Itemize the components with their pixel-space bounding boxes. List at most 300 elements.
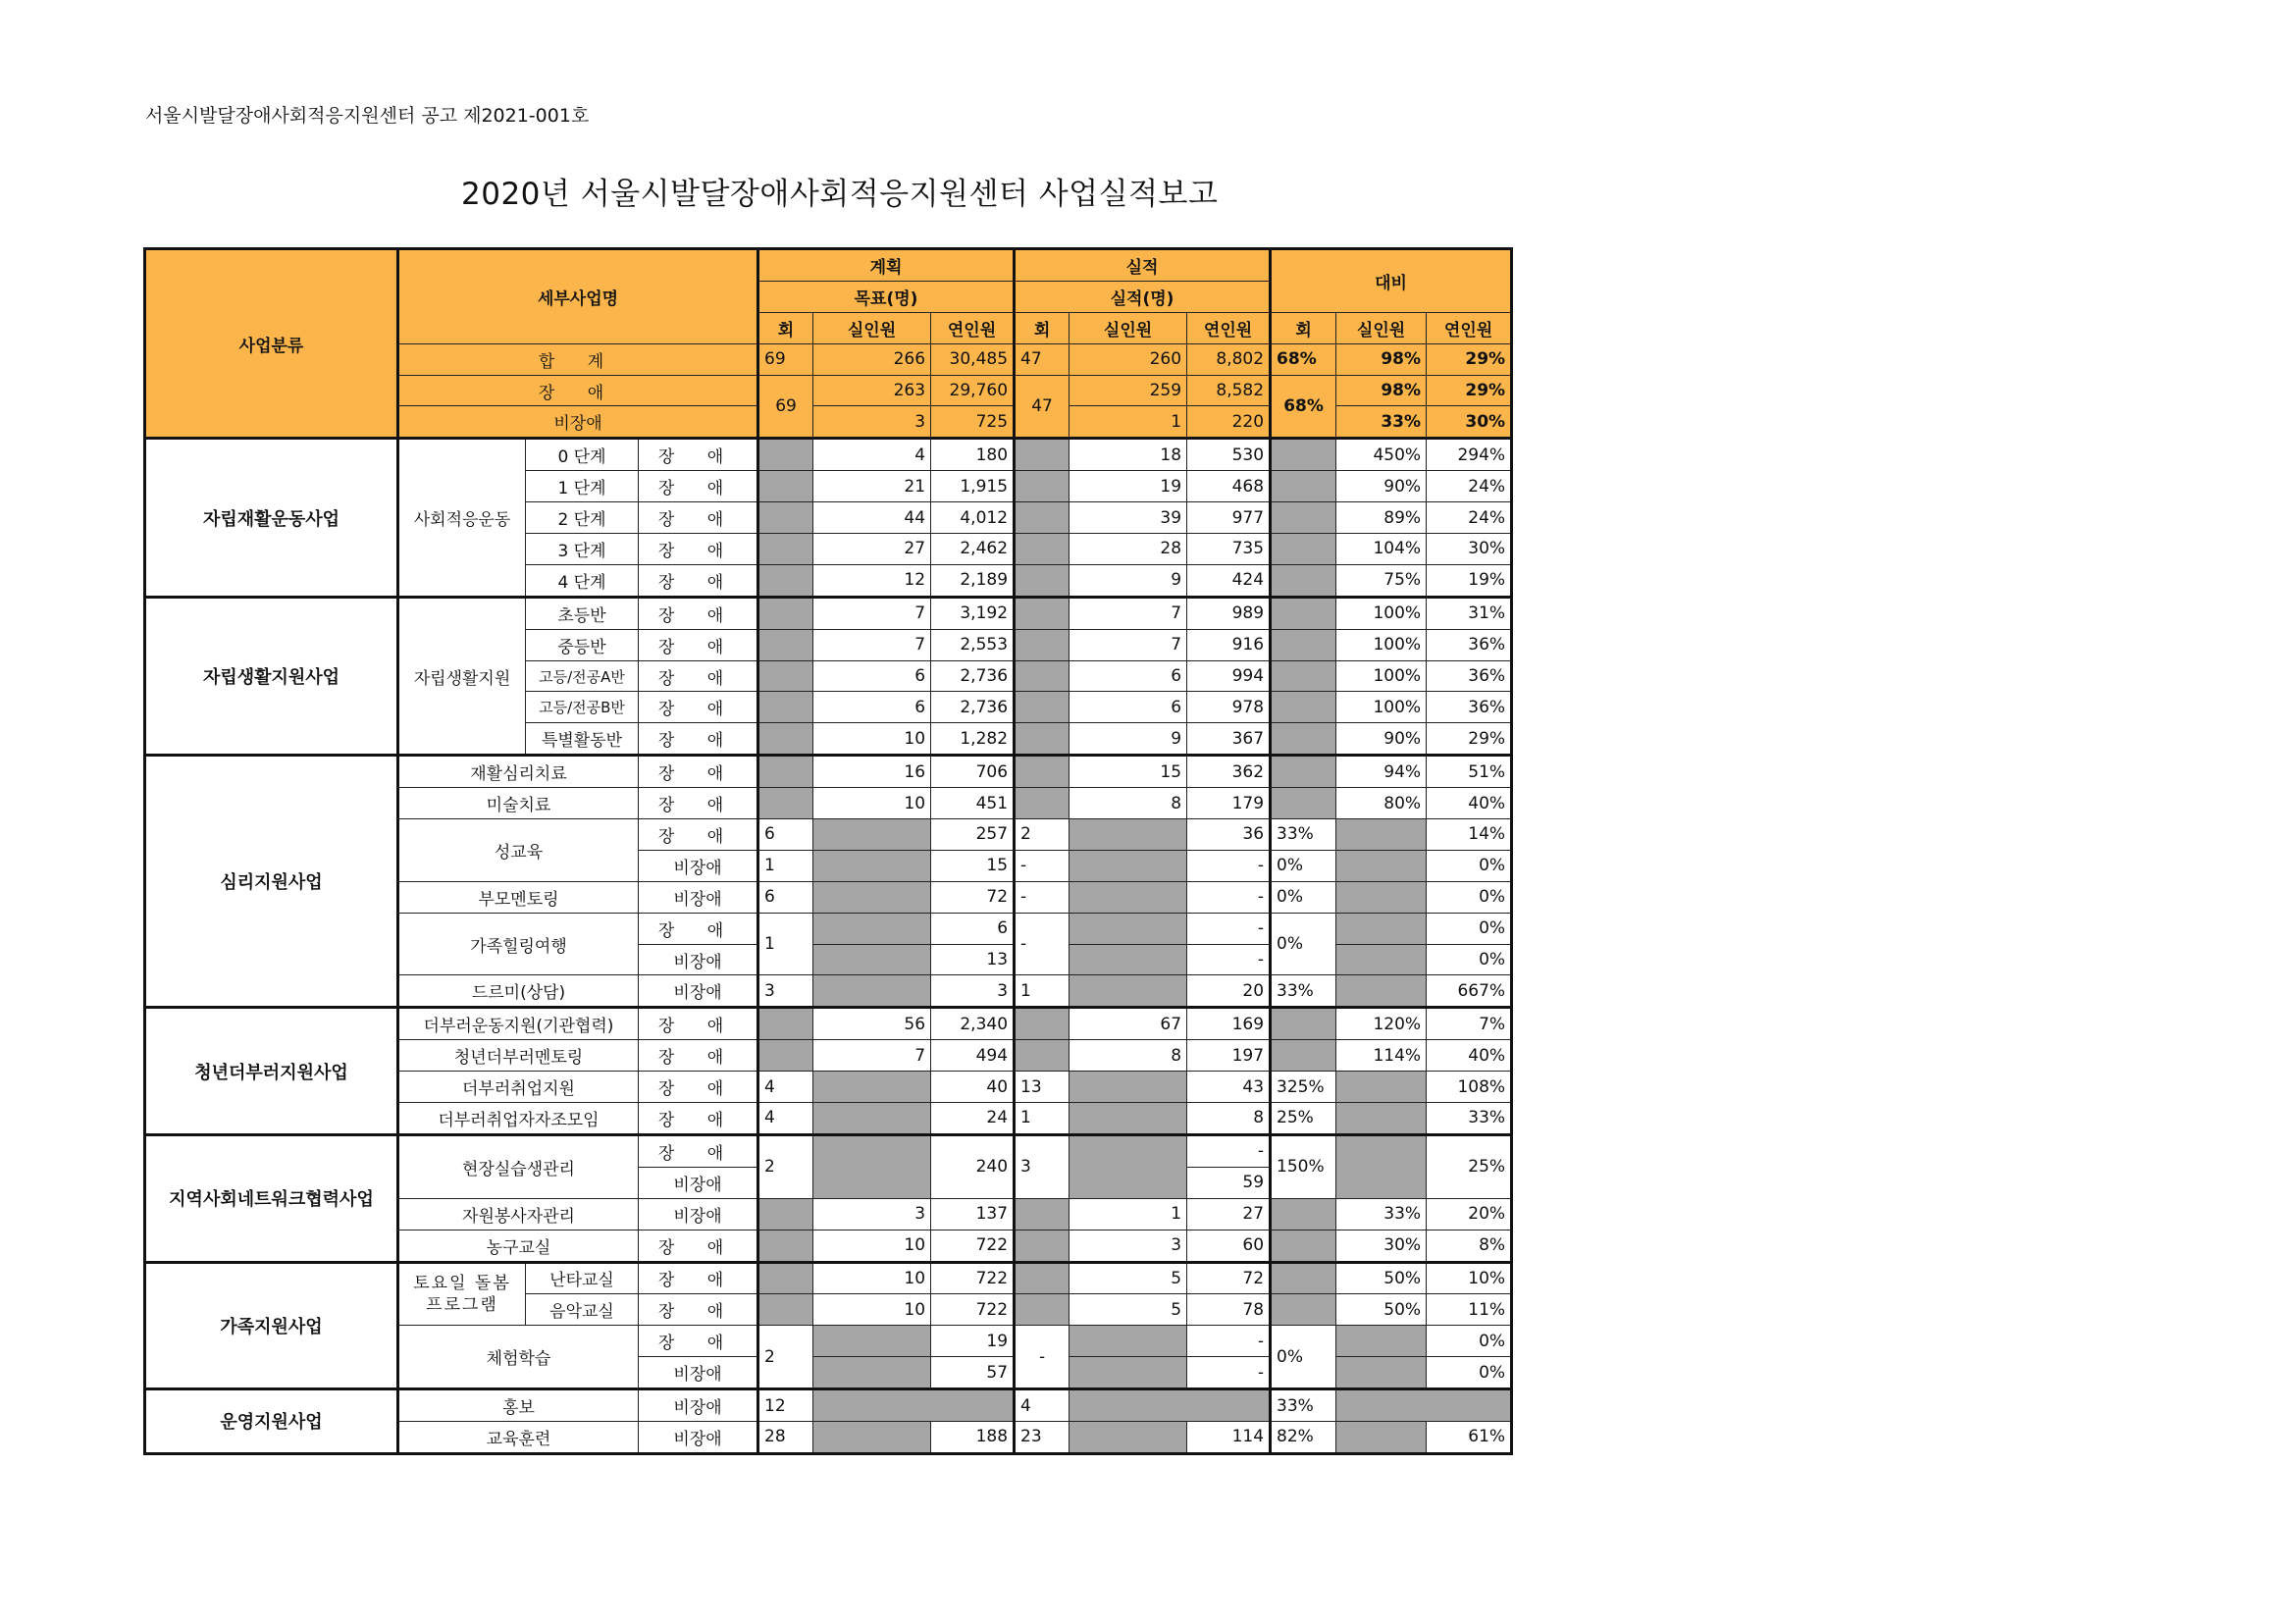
type-cell: 장 애 [639,439,758,471]
shaded-cell [813,881,931,913]
ratio-real: 75% [1336,564,1427,597]
shaded-cell [1271,1294,1336,1326]
shaded-cell [1015,629,1070,660]
result-real: 7 [1070,629,1187,660]
dis-result-real: 259 [1070,375,1187,406]
table-row [145,1389,1512,1422]
plan-sessions: 6 [758,819,813,851]
shaded-cell [1271,1262,1336,1294]
header-category: 사업분류 [145,249,398,439]
plan-real: 16 [813,756,931,788]
program-cell: 홍보 [398,1389,639,1422]
result-real: 6 [1070,692,1187,723]
shaded-cell [813,819,931,851]
shaded-cell [1271,788,1336,819]
ratio-real: 120% [1336,1008,1427,1040]
program-cell: 드르미(상담) [398,975,639,1008]
header-sessions: 회 [1015,312,1070,343]
program-cell: 자립생활지원 [398,597,526,755]
type-cell: 장 애 [639,1040,758,1072]
plan-total: 57 [931,1357,1015,1389]
program-cell: 성교육 [398,819,639,882]
plan-total: 3 [931,975,1015,1008]
ratio-total: 31% [1427,597,1512,629]
plan-total: 188 [931,1421,1015,1453]
plan-total: 19 [931,1326,1015,1357]
ratio-total: 19% [1427,564,1512,597]
program-cell: 체험학습 [398,1326,639,1389]
table-row [145,1008,1512,1040]
result-total: 169 [1187,1008,1271,1040]
ratio-total: 8% [1427,1230,1512,1262]
shaded-cell [1336,913,1427,944]
shaded-cell [758,692,813,723]
sum-ratio-total: 29% [1427,343,1512,375]
shaded-cell [758,1262,813,1294]
sub-program-cell: 0 단계 [526,439,639,471]
result-sessions: 13 [1015,1072,1070,1103]
shaded-cell [1070,1134,1187,1198]
category-cell: 가족지원사업 [145,1262,398,1389]
result-sessions: 1 [1015,1103,1070,1135]
shaded-cell [1015,788,1070,819]
result-total: 989 [1187,597,1271,629]
result-total: 59 [1187,1167,1271,1198]
shaded-cell [1336,1326,1427,1357]
shaded-cell [758,1040,813,1072]
shaded-cell [813,944,931,975]
table-row [145,756,1512,788]
ratio-sessions: 150% [1271,1134,1336,1198]
sum-ratio-sessions: 68% [1271,343,1336,375]
plan-real: 3 [813,1198,931,1230]
shaded-cell [1271,534,1336,565]
type-cell: 장 애 [639,1134,758,1167]
shaded-cell [1015,597,1070,629]
merged-ratio-sessions: 68% [1271,375,1336,439]
shaded-cell [1271,692,1336,723]
type-cell: 장 애 [639,1326,758,1357]
result-real: 18 [1070,439,1187,471]
category-cell: 운영지원사업 [145,1389,398,1454]
shaded-cell [1271,502,1336,534]
header-program: 세부사업명 [398,249,758,344]
ratio-real: 30% [1336,1230,1427,1262]
shaded-cell [1015,1294,1070,1326]
header-real: 실인원 [813,312,931,343]
result-total: 735 [1187,534,1271,565]
plan-real: 10 [813,1294,931,1326]
plan-sessions: 3 [758,975,813,1008]
program-cell: 농구교실 [398,1230,639,1262]
ratio-real: 50% [1336,1262,1427,1294]
shaded-cell [1271,1008,1336,1040]
plan-total: 72 [931,881,1015,913]
shaded-cell [813,975,931,1008]
type-cell: 비장애 [639,944,758,975]
ratio-real: 94% [1336,756,1427,788]
shaded-cell [758,723,813,756]
plan-real: 27 [813,534,931,565]
ratio-total: 30% [1427,534,1512,565]
ratio-total: 36% [1427,660,1512,692]
shaded-cell [1015,660,1070,692]
program-cell: 가족힐링여행 [398,913,639,975]
result-real: 15 [1070,756,1187,788]
type-cell: 장 애 [639,564,758,597]
ratio-real: 100% [1336,692,1427,723]
shaded-cell [1271,597,1336,629]
result-sessions: - [1015,881,1070,913]
plan-sessions: 2 [758,1134,813,1198]
result-total: 179 [1187,788,1271,819]
header-total: 연인원 [931,312,1015,343]
ratio-sessions: 33% [1271,1389,1336,1422]
ratio-total: 0% [1427,913,1512,944]
sub-program-cell: 4 단계 [526,564,639,597]
shaded-cell [1015,1040,1070,1072]
ratio-total: 25% [1427,1134,1512,1198]
ratio-total: 40% [1427,1040,1512,1072]
type-cell: 장 애 [639,1294,758,1326]
result-sessions: 1 [1015,975,1070,1008]
result-sessions: 4 [1015,1389,1070,1422]
plan-real: 4 [813,439,931,471]
plan-total: 15 [931,850,1015,881]
type-cell: 장 애 [639,692,758,723]
result-total: 72 [1187,1262,1271,1294]
header-result: 실적 [1015,249,1271,282]
type-cell: 비장애 [639,850,758,881]
ratio-total: 0% [1427,850,1512,881]
type-cell: 장 애 [639,660,758,692]
dis-plan-total: 29,760 [931,375,1015,406]
category-cell: 심리지원사업 [145,756,398,1008]
plan-sessions: 28 [758,1421,813,1453]
type-cell: 비장애 [639,1167,758,1198]
shaded-cell [1336,1072,1427,1103]
ratio-total: 29% [1427,723,1512,756]
type-cell: 장 애 [639,756,758,788]
shaded-cell [758,1198,813,1230]
shaded-cell [1015,692,1070,723]
shaded-cell [1336,1103,1427,1135]
sum-plan-sessions: 69 [758,343,813,375]
result-total: - [1187,1134,1271,1167]
result-real: 6 [1070,660,1187,692]
dis-ratio-total: 29% [1427,375,1512,406]
plan-total: 451 [931,788,1015,819]
shaded-cell [1015,471,1070,502]
sub-program-cell: 중등반 [526,629,639,660]
shaded-cell [1271,1040,1336,1072]
shaded-cell [813,850,931,881]
plan-total: 240 [931,1134,1015,1198]
shaded-cell [813,1389,1015,1422]
shaded-cell [1070,1357,1187,1389]
shaded-cell [1271,471,1336,502]
header-sessions: 회 [758,312,813,343]
ratio-sessions: 25% [1271,1103,1336,1135]
plan-sessions: 1 [758,850,813,881]
result-total: - [1187,1357,1271,1389]
nondis-plan-real: 3 [813,406,931,439]
table-row [145,1262,1512,1294]
result-total: 78 [1187,1294,1271,1326]
ratio-total: 294% [1427,439,1512,471]
ratio-real: 450% [1336,439,1427,471]
header-real: 실인원 [1070,312,1187,343]
shaded-cell [1336,1421,1427,1453]
result-real: 1 [1070,1198,1187,1230]
shaded-cell [1271,756,1336,788]
result-total: 60 [1187,1230,1271,1262]
type-cell: 장 애 [639,629,758,660]
ratio-total: 0% [1427,881,1512,913]
shaded-cell [1015,756,1070,788]
result-real: 7 [1070,597,1187,629]
ratio-real: 100% [1336,597,1427,629]
ratio-real: 90% [1336,471,1427,502]
type-cell: 장 애 [639,819,758,851]
ratio-total: 0% [1427,1357,1512,1389]
table-row [145,597,1512,629]
shaded-cell [758,756,813,788]
shaded-cell [1271,660,1336,692]
program-cell: 더부러취업자자조모임 [398,1103,639,1135]
ratio-total: 33% [1427,1103,1512,1135]
shaded-cell [1015,439,1070,471]
ratio-real: 114% [1336,1040,1427,1072]
result-total: 994 [1187,660,1271,692]
result-total: 977 [1187,502,1271,534]
performance-table [143,247,1513,1455]
shaded-cell [1015,1008,1070,1040]
shaded-cell [1070,944,1187,975]
ratio-total: 20% [1427,1198,1512,1230]
shaded-cell [1336,1134,1427,1198]
plan-real: 12 [813,564,931,597]
result-total: 978 [1187,692,1271,723]
program-cell: 자원봉사자관리 [398,1198,639,1230]
shaded-cell [813,1103,931,1135]
category-cell: 지역사회네트워크협력사업 [145,1134,398,1262]
type-cell: 비장애 [639,1421,758,1453]
sub-program-cell: 1 단계 [526,471,639,502]
ratio-total: 24% [1427,502,1512,534]
plan-sessions: 1 [758,913,813,975]
nondis-plan-total: 725 [931,406,1015,439]
shaded-cell [1271,1230,1336,1262]
type-cell: 장 애 [639,471,758,502]
nondis-result-total: 220 [1187,406,1271,439]
result-total: 468 [1187,471,1271,502]
program-cell: 현장실습생관리 [398,1134,639,1198]
ratio-real: 50% [1336,1294,1427,1326]
shaded-cell [813,1421,931,1453]
result-total: 43 [1187,1072,1271,1103]
shaded-cell [1070,975,1187,1008]
shaded-cell [1070,1326,1187,1357]
shaded-cell [758,439,813,471]
result-real: 8 [1070,1040,1187,1072]
plan-real: 10 [813,788,931,819]
shaded-cell [1271,629,1336,660]
result-total: - [1187,944,1271,975]
plan-total: 4,012 [931,502,1015,534]
shaded-cell [758,502,813,534]
result-real: 39 [1070,502,1187,534]
shaded-cell [758,660,813,692]
shaded-cell [1015,502,1070,534]
nondis-ratio-real: 33% [1336,406,1427,439]
result-real: 5 [1070,1294,1187,1326]
plan-real: 7 [813,1040,931,1072]
plan-real: 10 [813,1230,931,1262]
sum-label: 합 계 [398,343,758,375]
shaded-cell [758,534,813,565]
type-cell: 비장애 [639,1357,758,1389]
program-cell: 사회적응운동 [398,439,526,597]
nondis-result-real: 1 [1070,406,1187,439]
sub-program-cell: 난타교실 [526,1262,639,1294]
notice-number: 서울시발달장애사회적응지원센터 공고 제2021-001호 [145,105,590,127]
type-cell: 장 애 [639,788,758,819]
plan-real: 10 [813,1262,931,1294]
program-cell: 교육훈련 [398,1421,639,1453]
shaded-cell [1271,439,1336,471]
plan-sessions: 4 [758,1103,813,1135]
plan-total: 722 [931,1294,1015,1326]
header-plan: 계획 [758,249,1015,282]
plan-total: 40 [931,1072,1015,1103]
ratio-total: 61% [1427,1421,1512,1453]
plan-total: 180 [931,439,1015,471]
shaded-cell [1271,564,1336,597]
sum-result-sessions: 47 [1015,343,1070,375]
type-cell: 장 애 [639,1008,758,1040]
sum-plan-real: 266 [813,343,931,375]
shaded-cell [1336,850,1427,881]
result-real: 9 [1070,723,1187,756]
dis-ratio-real: 98% [1336,375,1427,406]
nondis-ratio-total: 30% [1427,406,1512,439]
ratio-sessions: 0% [1271,1326,1336,1389]
result-real: 8 [1070,788,1187,819]
plan-total: 2,340 [931,1008,1015,1040]
type-cell: 장 애 [639,723,758,756]
ratio-sessions: 33% [1271,819,1336,851]
program-cell: 토요일 돌봄 프로그램 [398,1262,526,1326]
program-cell: 더부러운동지원(기관협력) [398,1008,639,1040]
shaded-cell [1070,1389,1271,1422]
result-sessions: 23 [1015,1421,1070,1453]
result-total: 36 [1187,819,1271,851]
result-sessions: - [1015,850,1070,881]
plan-total: 2,189 [931,564,1015,597]
ratio-real: 89% [1336,502,1427,534]
shaded-cell [1070,881,1187,913]
shaded-cell [1015,1198,1070,1230]
plan-total: 257 [931,819,1015,851]
plan-real: 44 [813,502,931,534]
table-row [145,1134,1512,1167]
type-cell: 비장애 [639,881,758,913]
plan-total: 722 [931,1230,1015,1262]
ratio-sessions: 0% [1271,913,1336,975]
type-cell: 장 애 [639,1230,758,1262]
type-cell: 장 애 [639,597,758,629]
ratio-total: 10% [1427,1262,1512,1294]
ratio-real: 100% [1336,629,1427,660]
header-row [145,249,1512,282]
result-sessions: - [1015,1326,1070,1389]
program-cell: 부모멘토링 [398,881,639,913]
ratio-total: 36% [1427,629,1512,660]
plan-real: 7 [813,597,931,629]
result-total: - [1187,1326,1271,1357]
shaded-cell [758,597,813,629]
header-total: 연인원 [1187,312,1271,343]
shaded-cell [758,471,813,502]
ratio-total: 667% [1427,975,1512,1008]
plan-real: 6 [813,660,931,692]
plan-total: 13 [931,944,1015,975]
shaded-cell [1271,723,1336,756]
plan-total: 2,736 [931,692,1015,723]
type-cell: 비장애 [639,1198,758,1230]
result-total: 367 [1187,723,1271,756]
shaded-cell [1015,1230,1070,1262]
sum-ratio-real: 98% [1336,343,1427,375]
type-cell: 장 애 [639,913,758,944]
program-cell: 미술치료 [398,788,639,819]
result-total: 114 [1187,1421,1271,1453]
sub-program-cell: 초등반 [526,597,639,629]
dis-result-total: 8,582 [1187,375,1271,406]
ratio-total: 14% [1427,819,1512,851]
result-total: 530 [1187,439,1271,471]
result-sessions: 2 [1015,819,1070,851]
shaded-cell [1336,819,1427,851]
shaded-cell [1015,723,1070,756]
result-sessions: - [1015,913,1070,975]
ratio-sessions: 33% [1271,975,1336,1008]
table-row [145,439,1512,471]
plan-total: 1,915 [931,471,1015,502]
plan-sessions: 6 [758,881,813,913]
shaded-cell [1015,534,1070,565]
result-total: 424 [1187,564,1271,597]
type-cell: 비장애 [639,1389,758,1422]
shaded-cell [1336,1357,1427,1389]
shaded-cell [1070,819,1187,851]
ratio-total: 51% [1427,756,1512,788]
ratio-sessions: 0% [1271,881,1336,913]
shaded-cell [758,788,813,819]
sum-result-total: 8,802 [1187,343,1271,375]
shaded-cell [1336,881,1427,913]
shaded-cell [1336,1389,1512,1422]
sum-result-real: 260 [1070,343,1187,375]
header-result-sub: 실적(명) [1015,281,1271,312]
sub-program-cell: 특별활동반 [526,723,639,756]
plan-total: 24 [931,1103,1015,1135]
shaded-cell [1271,1198,1336,1230]
type-cell: 장 애 [639,1072,758,1103]
sub-program-cell: 고등/전공A반 [526,660,639,692]
shaded-cell [1015,564,1070,597]
